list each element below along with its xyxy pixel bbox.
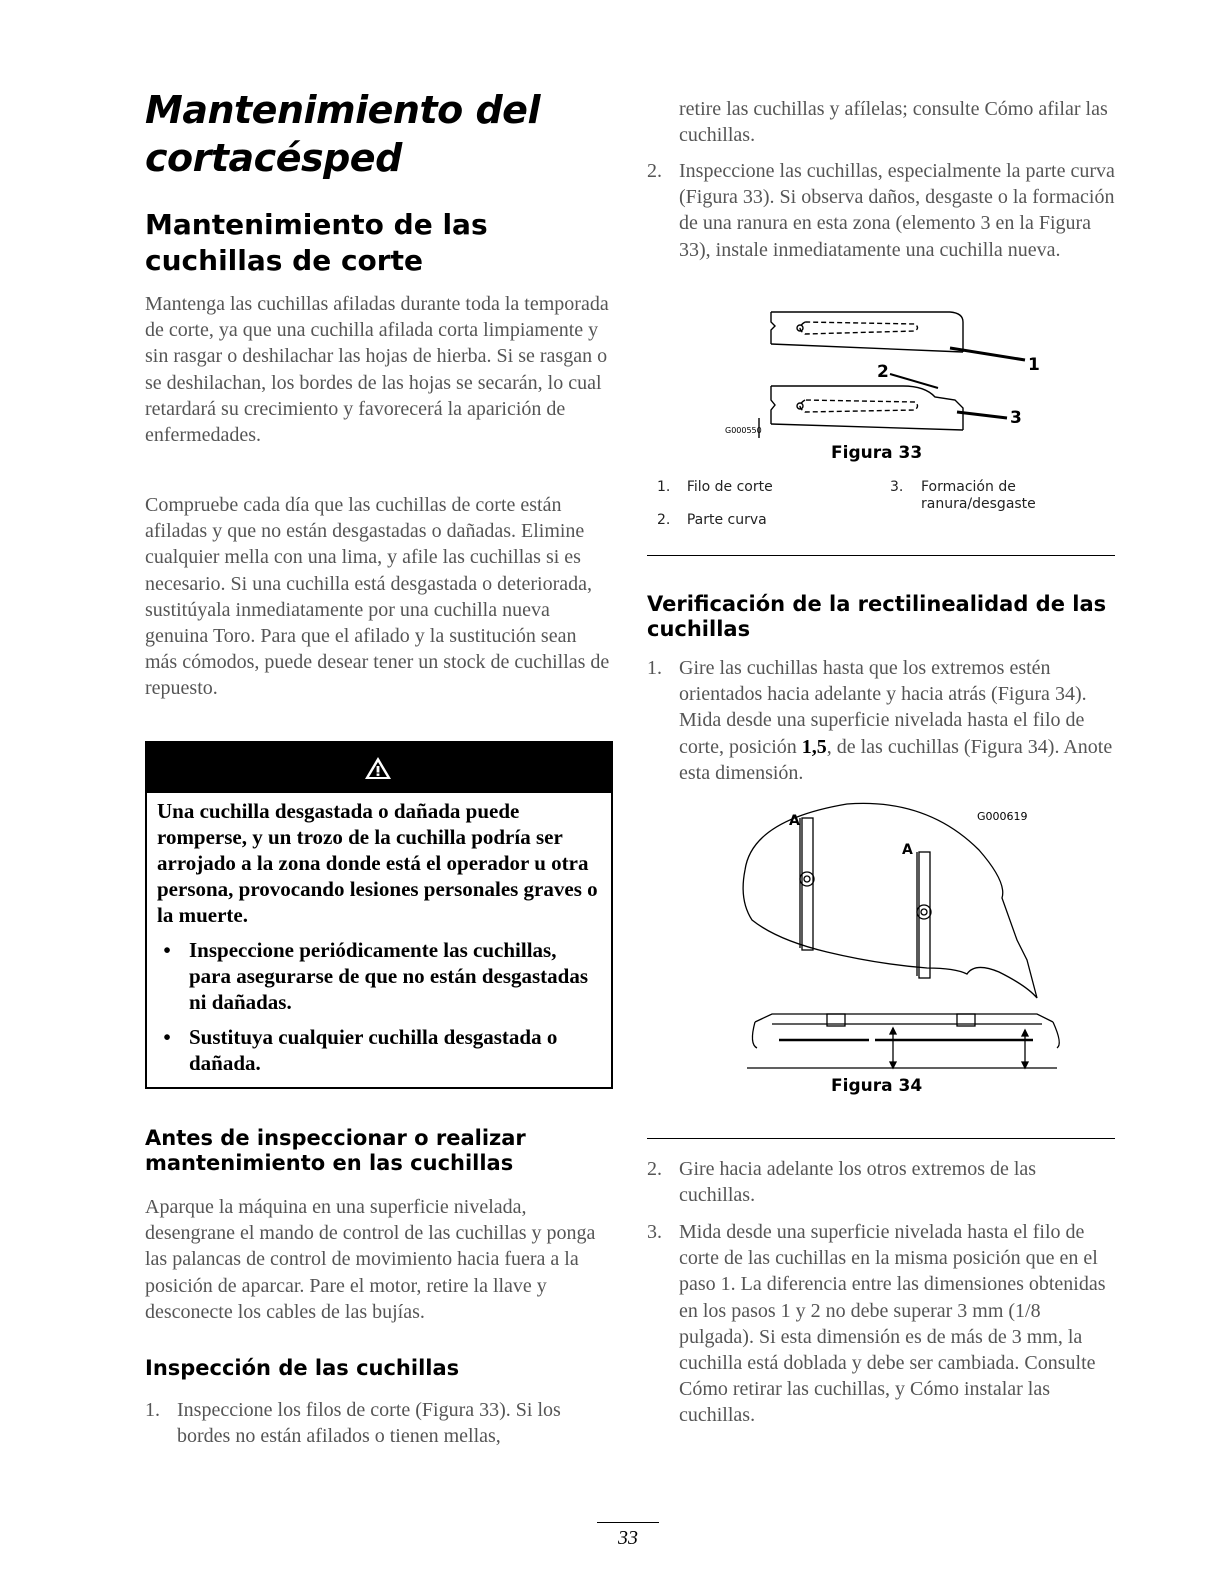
section-title: Mantenimiento de las cuchillas de corte: [145, 208, 488, 277]
list-number: 2.: [647, 160, 662, 182]
blade-label-a: A: [789, 813, 800, 829]
before-paragraph: Aparque la máquina en una superficie nivelada, desengrane el mando de control de las cuchillas y ponga las palancas de control de movimiento hacia fuera a la posición de aparcar. Pare el motor, retire la llave y desconecte los cables de las bujías.: [145, 1196, 596, 1323]
list-number: 1.: [145, 1399, 160, 1421]
list-text: [679, 655, 1115, 786]
warning-triangle-icon: [364, 756, 392, 780]
figure-34-caption: Figura 34: [831, 1076, 923, 1096]
list-text: Gire hacia adelante los otros extremos de las cuchillas.: [679, 1158, 1037, 1207]
legend-item: [657, 479, 773, 496]
straightness-heading: Verificación de la rectilinealidad de las cuchillas: [647, 592, 1107, 641]
figure-33-drawing: [725, 300, 1105, 445]
callout-1: 1: [1028, 355, 1040, 375]
list-item: [145, 1397, 613, 1449]
callout-3: 3: [1010, 408, 1022, 428]
list-item-continued: [647, 96, 1115, 148]
legend-number: 3.: [890, 479, 904, 495]
warning-header: [147, 743, 611, 793]
list-number: 1.: [647, 657, 662, 679]
figure-34-drawing: [727, 800, 1127, 1080]
list-item: [647, 158, 1115, 263]
intro-paragraph-2: Compruebe cada día que las cuchillas de corte están afiladas y que no están desgastadas o dañadas. Elimine cualquier mella con una lima, y afile las cuchillas si es necesario. Si una cuchilla está desgastada o deteriorada, sustitúyala inmediatamente por una cuchilla nueva genuina Toro. Para que el afilado y la sustitución sean más cómodos, puede desear tener un stock de cuchillas de repuesto.: [145, 494, 610, 700]
page-number: 33: [597, 1522, 659, 1550]
page-title: Mantenimiento del cortacésped: [145, 88, 540, 180]
list-text-part: Gire las cuchillas hasta que los extremos estén orientados hacia adelante y hacia atrás (Figura 34). Mida desde una superficie nivelada hasta el filo de corte, posición: [679, 657, 1087, 758]
list-text: Inspeccione los filos de corte (Figura 33). Si los bordes no están afilados o tienen mellas,: [177, 1399, 561, 1448]
warning-bullet-text: Sustituya cualquier cuchilla desgastada o dañada.: [189, 1025, 558, 1075]
warning-box: [145, 741, 613, 1089]
before-heading: Antes de inspeccionar o realizar mantenimiento en las cuchillas: [145, 1126, 526, 1175]
list-text: retire las cuchillas y afílelas; consulte Cómo afilar las cuchillas.: [679, 98, 1108, 147]
list-number: 3.: [647, 1221, 662, 1243]
legend-number: 2.: [657, 512, 671, 528]
bullet-mark: •: [163, 1025, 171, 1049]
list-number: 2.: [647, 1158, 662, 1180]
warning-bullet: [157, 937, 601, 1015]
divider: [647, 1138, 1115, 1139]
blade-label-a: A: [902, 842, 913, 858]
legend-text: Parte curva: [686, 512, 767, 528]
callout-2: 2: [877, 362, 889, 382]
legend-text: Formación de ranura/desgaste: [921, 479, 1036, 512]
inspect-heading: Inspección de las cuchillas: [145, 1356, 460, 1380]
warning-bullet: [157, 1024, 601, 1076]
warning-text: Una cuchilla desgastada o dañada puede romperse, y un trozo de la cuchilla podría ser arrojado a la zona donde está el operador u otra persona, provocando lesiones personales graves o la muerte.: [157, 799, 598, 927]
list-item: [647, 655, 1115, 786]
divider: [647, 555, 1115, 556]
position-value: 1,5: [801, 735, 827, 758]
list-text: Mida desde una superficie nivelada hasta el filo de corte de las cuchillas en la misma posición que en el paso 1. La diferencia entre las dimensiones obtenidas en los pasos 1 y 2 no debe superar 3 mm (1/8 pulgada). Si esta dimensión es de más de 3 mm, la cuchilla está doblada y debe ser cambiada. Consulte Cómo retirar las cuchillas, y Cómo instalar las cuchillas.: [679, 1221, 1106, 1427]
figure-33-caption: Figura 33: [831, 443, 923, 463]
figure-code: G000550: [725, 426, 762, 435]
list-item: [647, 1219, 1115, 1429]
list-item: [647, 1156, 1115, 1208]
legend-item: [890, 479, 1090, 513]
bullet-mark: •: [163, 938, 171, 962]
legend-text: Filo de corte: [686, 479, 773, 495]
list-text-part: , de las cuchillas (Figura 34). Anote esta dimensión.: [679, 735, 1113, 784]
warning-bullet-text: Inspeccione periódicamente las cuchillas, para asegurarse de que no están desgastadas ni dañadas.: [189, 938, 589, 1014]
legend-item: [657, 512, 767, 529]
legend-number: 1.: [657, 479, 671, 495]
intro-paragraph-1: Mantenga las cuchillas afiladas durante toda la temporada de corte, ya que una cuchilla afilada corta limpiamente y sin rasgar o deshilachar las hojas de hierba. Si se rasgan o se deshilachan, los bordes de las hojas se secarán, lo cual retardará su crecimiento y favorecerá la aparición de enfermedades.: [145, 293, 609, 447]
list-text: Inspeccione las cuchillas, especialmente la parte curva (Figura 33). Si observa daños, desgaste o la formación de una ranura en esta zona (elemento 3 en la Figura 33), instale inmediatamente una cuchilla nueva.: [679, 160, 1115, 261]
figure-code: G000619: [977, 810, 1028, 823]
